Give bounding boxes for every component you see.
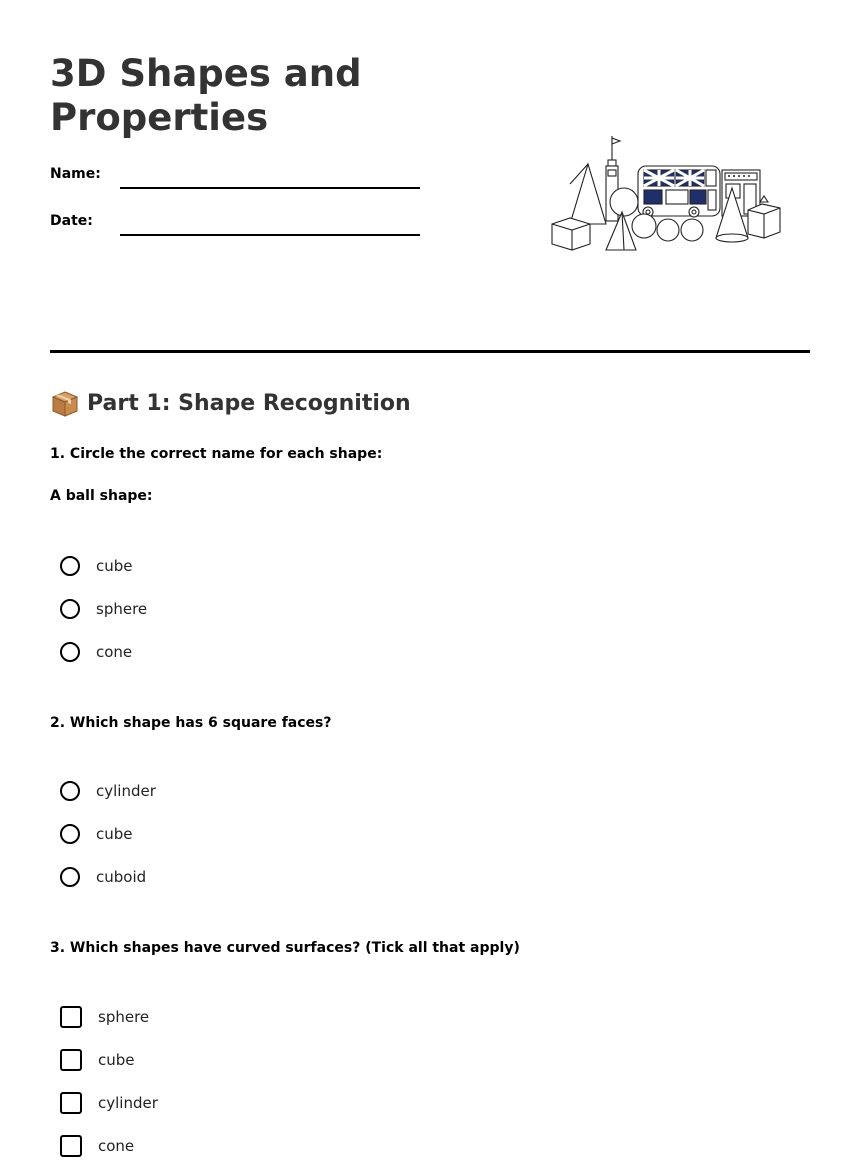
- q1-option-cube[interactable]: [60, 554, 133, 578]
- checkbox[interactable]: [60, 1135, 82, 1157]
- option-label: cube: [96, 825, 133, 843]
- q3-option-cone[interactable]: [60, 1134, 134, 1158]
- package-icon: [50, 389, 80, 419]
- q1-option-cone[interactable]: [60, 640, 132, 664]
- name-label: Name:: [50, 166, 101, 182]
- section-title-text: Part 1: Shape Recognition: [87, 391, 411, 416]
- q1-option-sphere[interactable]: [60, 597, 147, 621]
- radio-button[interactable]: [60, 824, 80, 844]
- option-label: cube: [98, 1051, 135, 1069]
- radio-button[interactable]: [60, 556, 80, 576]
- option-label: cylinder: [98, 1094, 158, 1112]
- date-field[interactable]: [120, 234, 420, 236]
- 3d-shapes-london-scene-icon: [548, 134, 784, 254]
- date-label: Date:: [50, 213, 93, 229]
- checkbox[interactable]: [60, 1049, 82, 1071]
- q2-option-cylinder[interactable]: [60, 779, 156, 803]
- section-title: [50, 388, 411, 420]
- question-3-text: 3. Which shapes have curved surfaces? (Tick all that apply): [50, 940, 520, 956]
- question-1-text: 1. Circle the correct name for each shape:: [50, 446, 383, 462]
- option-label: sphere: [96, 600, 148, 618]
- page-title: 3D Shapes and Properties: [50, 52, 362, 139]
- option-label: cuboid: [96, 868, 147, 886]
- question-2-text: 2. Which shape has 6 square faces?: [50, 715, 332, 731]
- radio-button[interactable]: [60, 867, 80, 887]
- checkbox[interactable]: [60, 1006, 82, 1028]
- option-label: sphere: [98, 1008, 150, 1026]
- question-1-subtext: A ball shape:: [50, 488, 153, 504]
- option-label: cube: [96, 557, 133, 575]
- q2-option-cuboid[interactable]: [60, 865, 146, 889]
- checkbox[interactable]: [60, 1092, 82, 1114]
- q3-option-cube[interactable]: [60, 1048, 135, 1072]
- section-divider: [50, 350, 810, 353]
- q3-option-cylinder[interactable]: [60, 1091, 158, 1115]
- q3-option-sphere[interactable]: [60, 1005, 149, 1029]
- radio-button[interactable]: [60, 642, 80, 662]
- name-field[interactable]: [120, 187, 420, 189]
- radio-button[interactable]: [60, 599, 80, 619]
- q2-option-cube[interactable]: [60, 822, 133, 846]
- option-label: cylinder: [96, 782, 156, 800]
- radio-button[interactable]: [60, 781, 80, 801]
- option-label: cone: [98, 1137, 135, 1155]
- option-label: cone: [96, 643, 133, 661]
